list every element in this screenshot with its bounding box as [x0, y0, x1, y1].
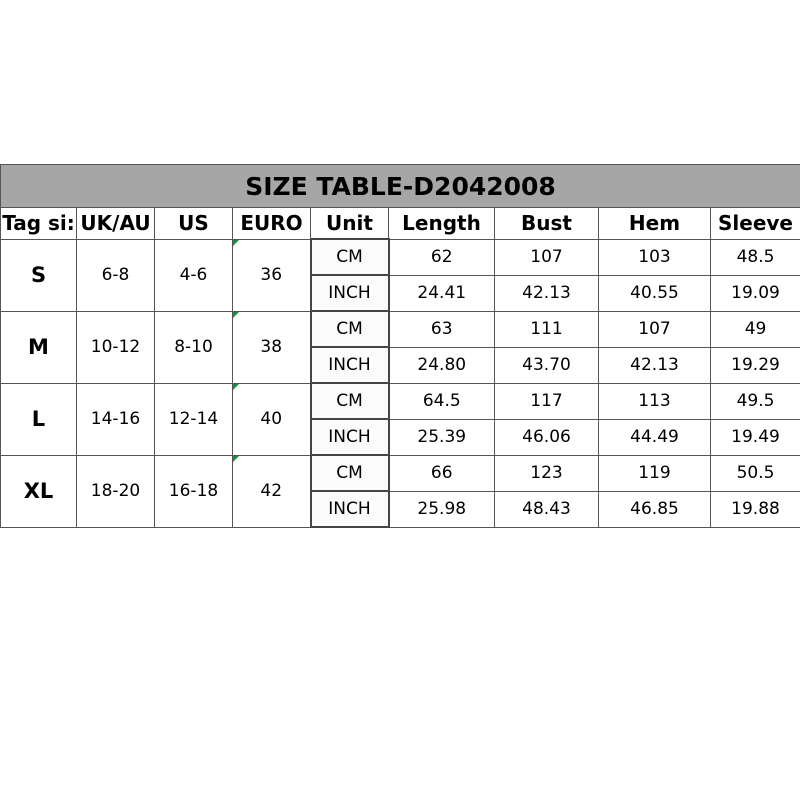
euro-value: 36	[260, 265, 283, 285]
cell-marker	[233, 384, 239, 390]
sleeve-cell: 50.5	[711, 455, 800, 491]
header-uk-au: UK/AU	[77, 208, 155, 240]
unit-cell: CM	[311, 311, 389, 347]
header-hem: Hem	[599, 208, 711, 240]
sleeve-cell: 19.09	[711, 275, 800, 311]
euro-value: 40	[260, 409, 283, 429]
header-row	[1, 208, 800, 240]
header-length: Length	[389, 208, 495, 240]
sleeve-cell: 49.5	[711, 383, 800, 419]
unit-cell: INCH	[311, 419, 389, 455]
bust-cell: 43.70	[495, 347, 599, 383]
us-cell: 12-14	[155, 383, 233, 455]
sleeve-cell: 19.49	[711, 419, 800, 455]
title-row	[1, 165, 800, 208]
sleeve-cell: 49	[711, 311, 800, 347]
table-row	[1, 311, 800, 347]
uk-au-cell: 6-8	[77, 239, 155, 311]
length-cell: 25.98	[389, 491, 495, 527]
unit-cell: CM	[311, 455, 389, 491]
euro-cell	[233, 455, 311, 527]
unit-cell: CM	[311, 239, 389, 275]
cell-marker	[233, 240, 239, 246]
us-cell: 8-10	[155, 311, 233, 383]
bust-cell: 111	[495, 311, 599, 347]
hem-cell: 40.55	[599, 275, 711, 311]
cell-marker	[233, 312, 239, 318]
length-cell: 64.5	[389, 383, 495, 419]
bust-cell: 123	[495, 455, 599, 491]
table-row	[1, 455, 800, 491]
sleeve-cell: 48.5	[711, 239, 800, 275]
sleeve-cell: 19.29	[711, 347, 800, 383]
table-title: SIZE TABLE-D2042008	[1, 165, 800, 208]
unit-cell: INCH	[311, 275, 389, 311]
hem-cell: 44.49	[599, 419, 711, 455]
header-sleeve: Sleeve	[711, 208, 800, 240]
size-tag-cell: XL	[1, 455, 77, 527]
header-us: US	[155, 208, 233, 240]
euro-value: 38	[260, 337, 283, 357]
cell-marker	[233, 456, 239, 462]
size-tag-cell: L	[1, 383, 77, 455]
uk-au-cell: 10-12	[77, 311, 155, 383]
header-bust: Bust	[495, 208, 599, 240]
hem-cell: 107	[599, 311, 711, 347]
bust-cell: 117	[495, 383, 599, 419]
table-row	[1, 383, 800, 419]
euro-cell	[233, 383, 311, 455]
bust-cell: 107	[495, 239, 599, 275]
bust-cell: 46.06	[495, 419, 599, 455]
euro-cell	[233, 311, 311, 383]
length-cell: 24.80	[389, 347, 495, 383]
euro-value: 42	[260, 481, 283, 501]
length-cell: 66	[389, 455, 495, 491]
euro-cell	[233, 239, 311, 311]
length-cell: 63	[389, 311, 495, 347]
uk-au-cell: 14-16	[77, 383, 155, 455]
header-tag-size: Tag si:	[1, 208, 77, 240]
us-cell: 16-18	[155, 455, 233, 527]
unit-cell: CM	[311, 383, 389, 419]
hem-cell: 42.13	[599, 347, 711, 383]
size-table	[0, 164, 800, 528]
length-cell: 24.41	[389, 275, 495, 311]
hem-cell: 119	[599, 455, 711, 491]
table-row	[1, 239, 800, 275]
hem-cell: 46.85	[599, 491, 711, 527]
header-euro: EURO	[233, 208, 311, 240]
bust-cell: 48.43	[495, 491, 599, 527]
header-unit: Unit	[311, 208, 389, 240]
hem-cell: 103	[599, 239, 711, 275]
unit-cell: INCH	[311, 491, 389, 527]
unit-cell: INCH	[311, 347, 389, 383]
size-tag-cell: S	[1, 239, 77, 311]
hem-cell: 113	[599, 383, 711, 419]
uk-au-cell: 18-20	[77, 455, 155, 527]
size-tag-cell: M	[1, 311, 77, 383]
us-cell: 4-6	[155, 239, 233, 311]
length-cell: 25.39	[389, 419, 495, 455]
bust-cell: 42.13	[495, 275, 599, 311]
length-cell: 62	[389, 239, 495, 275]
sleeve-cell: 19.88	[711, 491, 800, 527]
